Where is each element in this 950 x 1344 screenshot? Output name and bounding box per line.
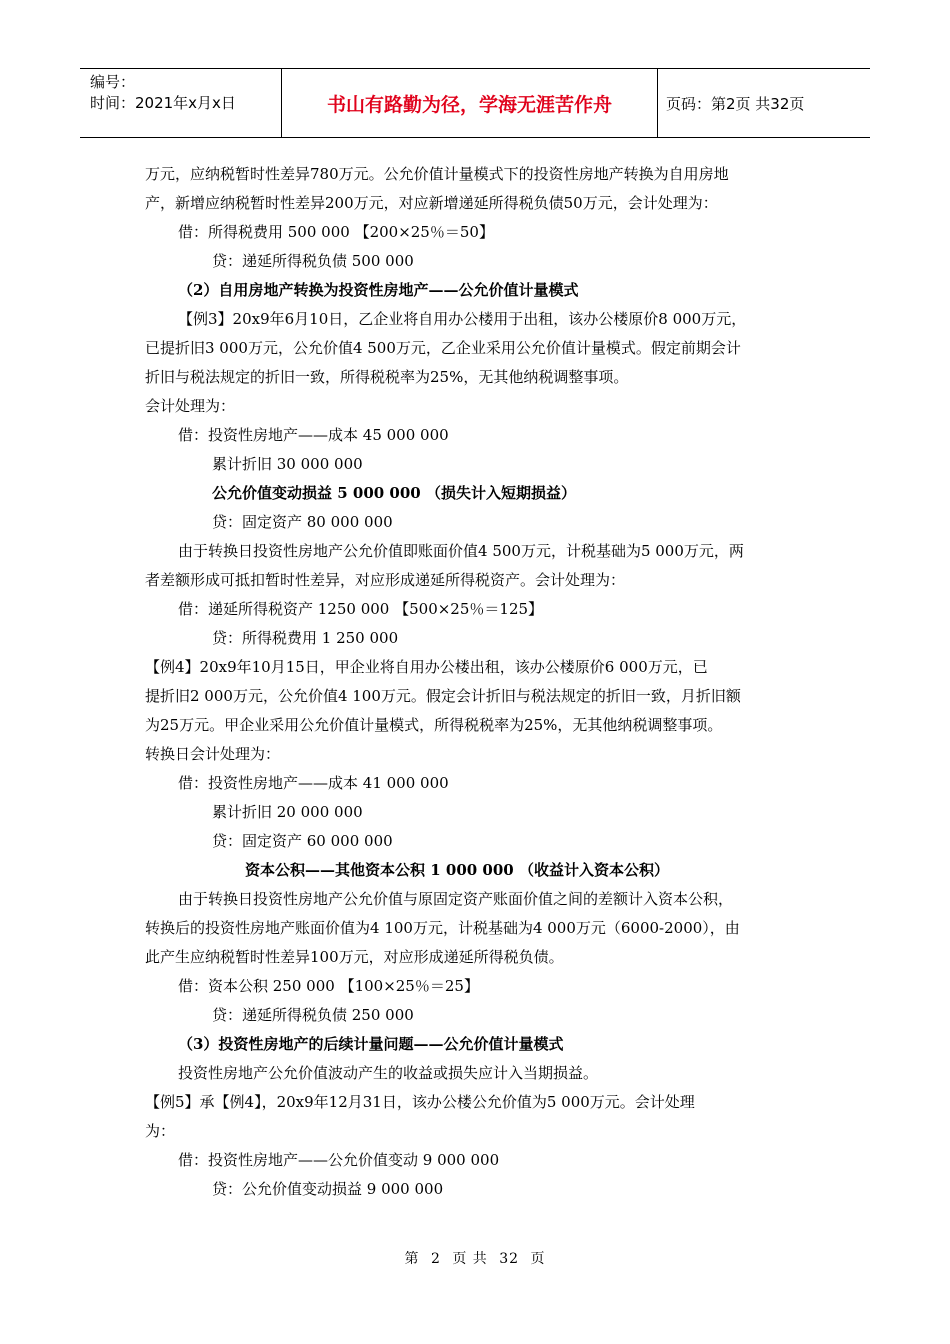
footer-page-number: 2	[430, 1251, 441, 1267]
text-line: 者差额形成可抵扣暂时性差异，对应形成递延所得税资产。会计处理为：	[145, 571, 626, 589]
journal-debit-line: 借：投资性房地产——成本 41 000 000	[178, 774, 449, 792]
section-heading: （2）自用房地产转换为投资性房地产——公允价值计量模式	[178, 281, 579, 299]
journal-debit-line: 累计折旧 20 000 000	[212, 803, 363, 821]
document-body	[145, 160, 807, 1204]
journal-credit-line: 贷：递延所得税负债 500 000	[212, 252, 414, 270]
journal-credit-line: 贷：固定资产 60 000 000	[212, 832, 393, 850]
page-header	[80, 68, 870, 138]
footer-prefix: 第	[404, 1251, 420, 1267]
journal-credit-line: 贷：递延所得税负债 250 000	[212, 1006, 414, 1024]
journal-debit-line: 借：投资性房地产——成本 45 000 000	[178, 426, 449, 444]
journal-debit-line: 累计折旧 30 000 000	[212, 455, 363, 473]
page-footer	[0, 1248, 950, 1268]
doc-number-label: 编号：	[90, 73, 136, 91]
section-heading: （3）投资性房地产的后续计量问题——公允价值计量模式	[178, 1035, 564, 1053]
text-line: 转换后的投资性房地产账面价值为4 100万元，计税基础为4 000万元（6000-2000），由	[145, 919, 740, 937]
journal-credit-line: 贷：所得税费用 1 250 000	[212, 629, 399, 647]
text-line: 由于转换日投资性房地产公允价值与原固定资产账面价值之间的差额计入资本公积，	[178, 890, 734, 908]
text-line: 会计处理为：	[145, 397, 236, 415]
text-line: 已提折旧3 000万元，公允价值4 500万元，乙企业采用公允价值计量模式。假定前期会计	[145, 339, 741, 357]
text-line: 此产生应纳税暂时性差异100万元，对应形成递延所得税负债。	[145, 948, 564, 966]
text-line: 投资性房地产公允价值波动产生的收益或损失应计入当期损益。	[178, 1064, 599, 1082]
text-line: 万元，应纳税暂时性差异780万元。公允价值计量模式下的投资性房地产转换为自用房地	[145, 165, 729, 183]
journal-credit-line: 贷：公允价值变动损益 9 000 000	[212, 1180, 444, 1198]
journal-debit-line: 公允价值变动损益 5 000 000 （损失计入短期损益）	[212, 484, 576, 502]
text-line: 为25万元。甲企业采用公允价值计量模式，所得税税率为25%，无其他纳税调整事项。	[145, 716, 723, 734]
footer-page-total: 32	[499, 1251, 520, 1267]
text-line: 折旧与税法规定的折旧一致，所得税税率为25%，无其他纳税调整事项。	[145, 368, 629, 386]
journal-credit-line: 贷：固定资产 80 000 000	[212, 513, 393, 531]
text-line: 【例3】20x9年6月10日，乙企业将自用办公楼用于出租，该办公楼原价8 000万元，	[178, 310, 747, 328]
footer-suffix: 页	[530, 1251, 546, 1267]
journal-debit-line: 借：递延所得税资产 1250 000 【500×25％＝125】	[178, 600, 544, 618]
text-line: 产，新增应纳税暂时性差异200万元，对应新增递延所得税负债50万元，会计处理为：	[145, 194, 718, 212]
text-line: 转换日会计处理为：	[145, 745, 281, 763]
journal-debit-line: 借：资本公积 250 000 【100×25％＝25】	[178, 977, 479, 995]
text-line: 【例5】承【例4】，20x9年12月31日，该办公楼公允价值为5 000万元。会计处理	[145, 1093, 695, 1111]
doc-time-label: 时间：2021年x月x日	[90, 94, 236, 112]
text-line: 由于转换日投资性房地产公允价值即账面价值4 500万元，计税基础为5 000万元，两	[178, 542, 744, 560]
text-line: 为：	[145, 1122, 176, 1140]
header-left-cell	[80, 69, 282, 137]
text-line: 提折旧2 000万元，公允价值4 100万元。假定会计折旧与税法规定的折旧一致，月折旧额	[145, 687, 741, 705]
text-line: 【例4】20x9年10月15日，甲企业将自用办公楼出租，该办公楼原价6 000万元，已	[145, 658, 708, 676]
journal-credit-line: 资本公积——其他资本公积 1 000 000 （收益计入资本公积）	[245, 861, 669, 879]
journal-debit-line: 借：投资性房地产——公允价值变动 9 000 000	[178, 1151, 500, 1169]
journal-debit-line: 借：所得税费用 500 000 【200×25％＝50】	[178, 223, 494, 241]
header-motto: 书山有路勤为径，学海无涯苦作舟	[282, 69, 658, 137]
footer-mid: 页 共	[452, 1251, 488, 1267]
header-page-label: 页码：第2页 共32页	[666, 94, 805, 113]
